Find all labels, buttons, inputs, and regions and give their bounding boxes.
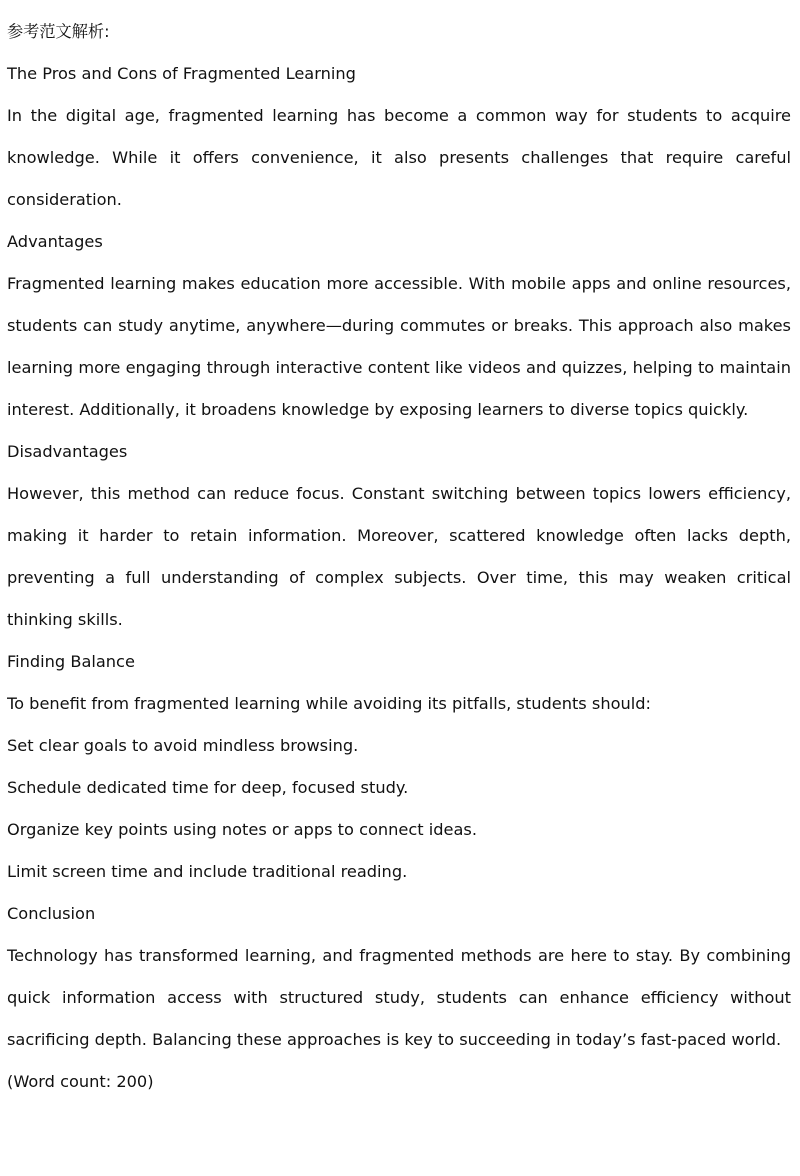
word-count: (Word count: 200)	[7, 1072, 154, 1091]
balance-item-2: Schedule dedicated time for deep, focused study.	[7, 778, 409, 797]
conclusion-heading: Conclusion	[7, 904, 96, 923]
intro-label: 参考范文解析:	[7, 22, 110, 41]
balance-heading: Finding Balance	[7, 652, 135, 671]
disadvantages-paragraph: However, this method can reduce focus. Constant switching between topics lowers efficiency, making it harder to retain information. Moreover, scattered knowledge often lacks depth, preventing a full understanding of complex subjects. Over time, this may weaken critical thinking skills.	[7, 484, 791, 629]
conclusion-paragraph: Technology has transformed learning, and fragmented methods are here to stay. By combining quick information access with structured study, students can enhance efficiency without sacrificing depth. Balancing these approaches is key to succeeding in today’s fast-paced world.	[7, 946, 791, 1049]
essay-title: The Pros and Cons of Fragmented Learning	[7, 64, 356, 83]
essay-document	[7, 11, 791, 1103]
balance-item-1: Set clear goals to avoid mindless browsing.	[7, 736, 359, 755]
balance-item-3: Organize key points using notes or apps to connect ideas.	[7, 820, 477, 839]
advantages-paragraph: Fragmented learning makes education more accessible. With mobile apps and online resources, students can study anytime, anywhere—during commutes or breaks. This approach also makes learning more engaging through interactive content like videos and quizzes, helping to maintain interest. Additionally, it broadens knowledge by exposing learners to diverse topics quickly.	[7, 274, 791, 419]
intro-paragraph: In the digital age, fragmented learning has become a common way for students to acquire knowledge. While it offers convenience, it also presents challenges that require careful consideration.	[7, 106, 791, 209]
balance-item-4: Limit screen time and include traditional reading.	[7, 862, 408, 881]
disadvantages-heading: Disadvantages	[7, 442, 128, 461]
advantages-heading: Advantages	[7, 232, 103, 251]
balance-lead: To benefit from fragmented learning while avoiding its pitfalls, students should:	[7, 694, 651, 713]
